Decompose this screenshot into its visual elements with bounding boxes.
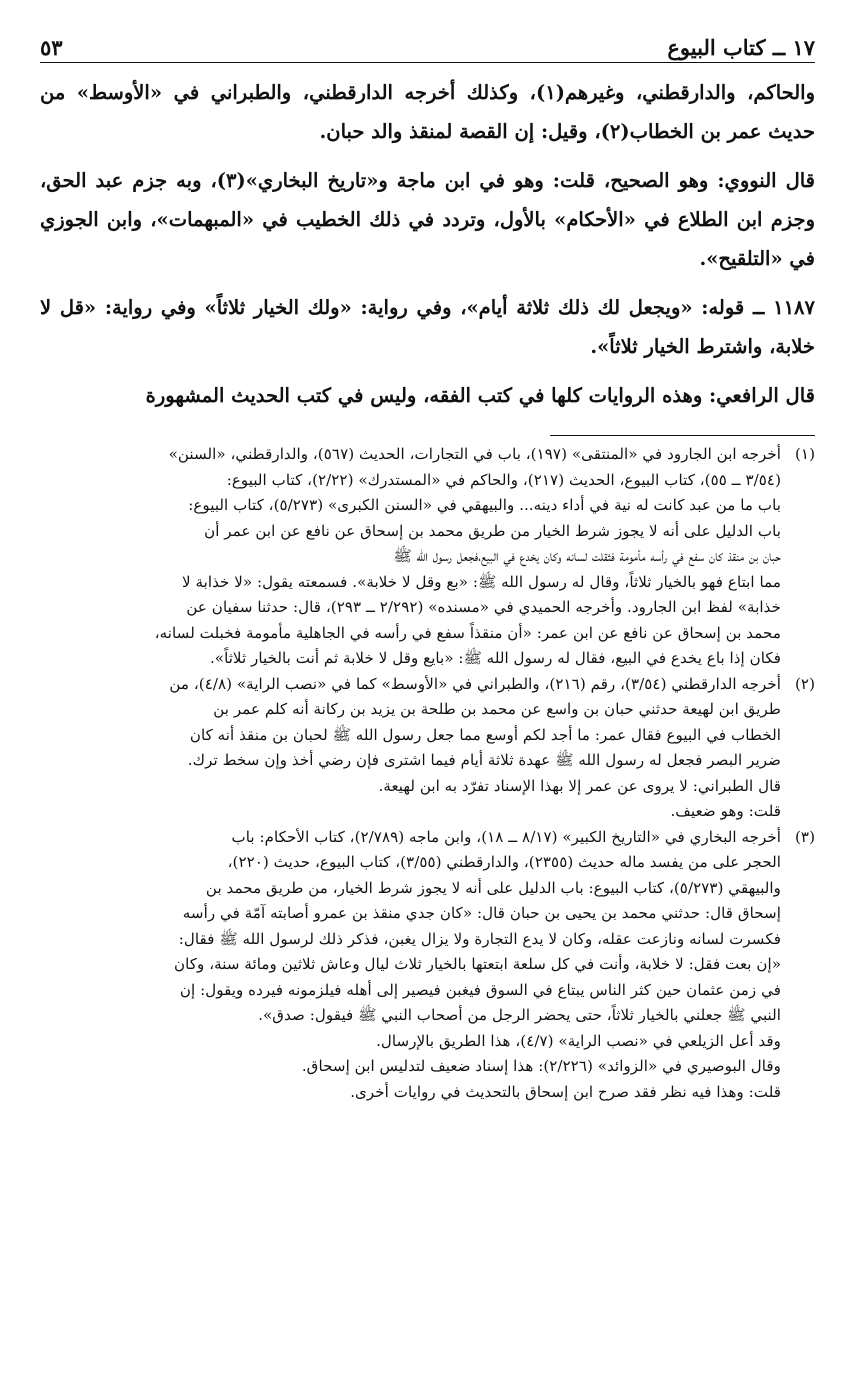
footnote-line: وقد أعل الزيلعي في «نصب الراية» (٤/٧)، هذا الطريق بالإرسال. [376, 1031, 781, 1050]
hadith-paragraph: ١١٨٧ ــ قوله: «ويجعل لك ذلك ثلاثة أيام»، وفي رواية: «ولك الخيار ثلاثاً» وفي رواية: «قل لا خلابة، واشترط الخيار ثلاثاً». [40, 296, 815, 358]
footnote-text [40, 672, 781, 825]
paragraph-2: قال النووي: وهو الصحيح، قلت: وهو في ابن ماجة و«تاريخ البخاري»(٣)، وبه جزم عبد الحق، وجزم ابن الطلاع في «الأحكام» بالأول، وتردد في ذلك الخطيب في «المبهمات»، وابن الجوزي في «التلقيح». [40, 169, 815, 270]
footnote-text [40, 825, 781, 1106]
main-text [40, 73, 815, 415]
footnote-separator-wrap [40, 425, 815, 442]
footnote-line: حبان بن منقذ كان سفع في رأسه مأمومة فثقلت لسانه وكان يخدع في البيع،فجعل رسول الله ﷺ [393, 547, 781, 565]
footnote-line: فكسرت لسانه ونازعت عقله، وكان لا يدع التجارة ولا يزال يغبن، فذكر ذلك لرسول الله ﷺ فقال: [178, 929, 781, 948]
footnote-line: إسحاق قال: حدثني محمد بن يحيى بن حبان قال: «كان جدي منقذ بن عمرو أصابته آمّة في رأسه [182, 904, 781, 922]
page-header [40, 26, 815, 63]
footnote-line: في زمن عثمان حين كثر الناس يبتاع في السوق فيغبن فيصير إلى أهله فيلزمونه فيرده ويقول: إن [179, 980, 781, 999]
footnote-line: «إن بعت فقل: لا خلابة، وأنت في كل سلعة ابتعتها بالخيار ثلاث ليال وعاش ثلاثين ومائة سنة، وكان [174, 955, 781, 973]
footnotes [40, 442, 815, 1105]
footnote-line: أخرجه ابن الجارود في «المنتقى» (١٩٧)، باب في التجارات، الحديث (٥٦٧)، والدارقطني، «السنن» [168, 445, 781, 463]
footnote-line: الحجر على من يفسد ماله حديث (٢٣٥٥)، والدارقطني (٣/٥٥)، كتاب البيوع، حديث (٢٢٠)، [227, 853, 781, 871]
footnote-number: (٣) [794, 827, 815, 846]
footnote-line: محمد بن إسحاق عن نافع عن ابن عمر: «أن منقذاً سفع في رأسه في الجاهلية مأمومة فخبلت لسانه، [154, 623, 781, 642]
footnote-separator [550, 435, 815, 436]
footnote-text [40, 442, 781, 672]
footnote-line: ضرير البصر فجعل له رسول الله ﷺ عهدة ثلاثة أيام فيما اشترى فإن رضي أخذ وإن سخط ترك. [187, 751, 781, 769]
footnote-line: أخرجه الدارقطني (٣/٥٤)، رقم (٢١٦)، والطبراني في «الأوسط» كما في «نصب الراية» (٤/٨)، من [169, 674, 781, 693]
footnote-line: طريق ابن لهيعة حدثني حبان بن واسع عن محمد بن طلحة بن يزيد بن ركانة أنه كلم عمر بن [213, 700, 781, 718]
footnote-line: قال الطبراني: لا يروى عن عمر إلا بهذا الإسناد تفرّد به ابن لهيعة. [378, 776, 781, 795]
footnote-line: باب ما من عبد كانت له نية في أداء دينه... والبيهقي في «السنن الكبرى» (٥/٢٧٣)، كتاب البيوع: [188, 496, 781, 514]
paragraph-4: قال الرافعي: وهذه الروايات كلها في كتب الفقه، وليس في كتب الحديث المشهورة [145, 384, 815, 407]
running-title: ١٧ ــ كتاب البيوع [667, 35, 815, 60]
footnote [40, 825, 815, 1106]
footnote-line: قلت: وهذا فيه نظر فقد صرح ابن إسحاق بالتحديث في روايات أخرى. [350, 1082, 781, 1101]
footnote-number: (٢) [794, 674, 815, 693]
footnote-line: الخطاب في البيوع فقال عمر: ما أجد لكم أوسع مما جعل رسول الله ﷺ لحبان بن منقذ أنه كان [189, 725, 781, 744]
paragraph-1: والحاكم، والدارقطني، وغيرهم(١)، وكذلك أخرجه الدارقطني، والطبراني في «الأوسط» من حديث عمر بن الخطاب(٢)، وقيل: إن القصة لمنقذ والد حبان. [40, 81, 815, 143]
footnote-line: أخرجه البخاري في «التاريخ الكبير» (٨/١٧ ــ ١٨)، وابن ماجه (٢/٧٨٩)، كتاب الأحكام: باب [231, 827, 781, 846]
book-page [40, 26, 815, 1356]
page-number: ٥٣ [40, 35, 63, 60]
footnote-number: (١) [794, 445, 815, 463]
footnote-line: النبي ﷺ جعلني بالخيار ثلاثاً، حتى يحضر الرجل من أصحاب النبي ﷺ فيقول: صدق». [258, 1006, 781, 1024]
footnote [40, 442, 815, 672]
footnote-line: فكان إذا باع يخدع في البيع، فقال له رسول الله ﷺ: «بايع وقل لا خلابة ثم أنت بالخيار ثلاثاً». [209, 649, 781, 667]
footnote-line: (٣/٥٤ ــ ٥٥)، كتاب البيوع، الحديث (٢١٧)، والحاكم في «المستدرك» (٢/٢٢)، كتاب البيوع: [226, 470, 781, 489]
footnote-line: قلت: وهو ضعيف. [670, 802, 781, 820]
footnote-line: وقال البوصيري في «الزوائد» (٢/٢٢٦): هذا إسناد ضعيف لتدليس ابن إسحاق. [301, 1057, 781, 1075]
footnote-line: خذابة» لفظ ابن الجارود. وأخرجه الحميدي في «مسنده» (٢/٢٩٢ ــ ٢٩٣)، قال: حدثنا سفيان عن [186, 598, 781, 616]
footnote-line: والبيهقي (٥/٢٧٣)، كتاب البيوع: باب الدليل على أنه لا يجوز شرط الخيار، من طريق محمد بن [205, 878, 781, 897]
footnote [40, 672, 815, 825]
footnote-line: مما ابتاع فهو بالخيار ثلاثاً، وقال له رسول الله ﷺ: «بع وقل لا خلابة». فسمعته يقول: «لا خذابة لا [181, 572, 781, 591]
footnote-line: باب الدليل على أنه لا يجوز شرط الخيار من طريق محمد بن إسحاق عن نافع عن ابن عمر أن [204, 521, 781, 540]
